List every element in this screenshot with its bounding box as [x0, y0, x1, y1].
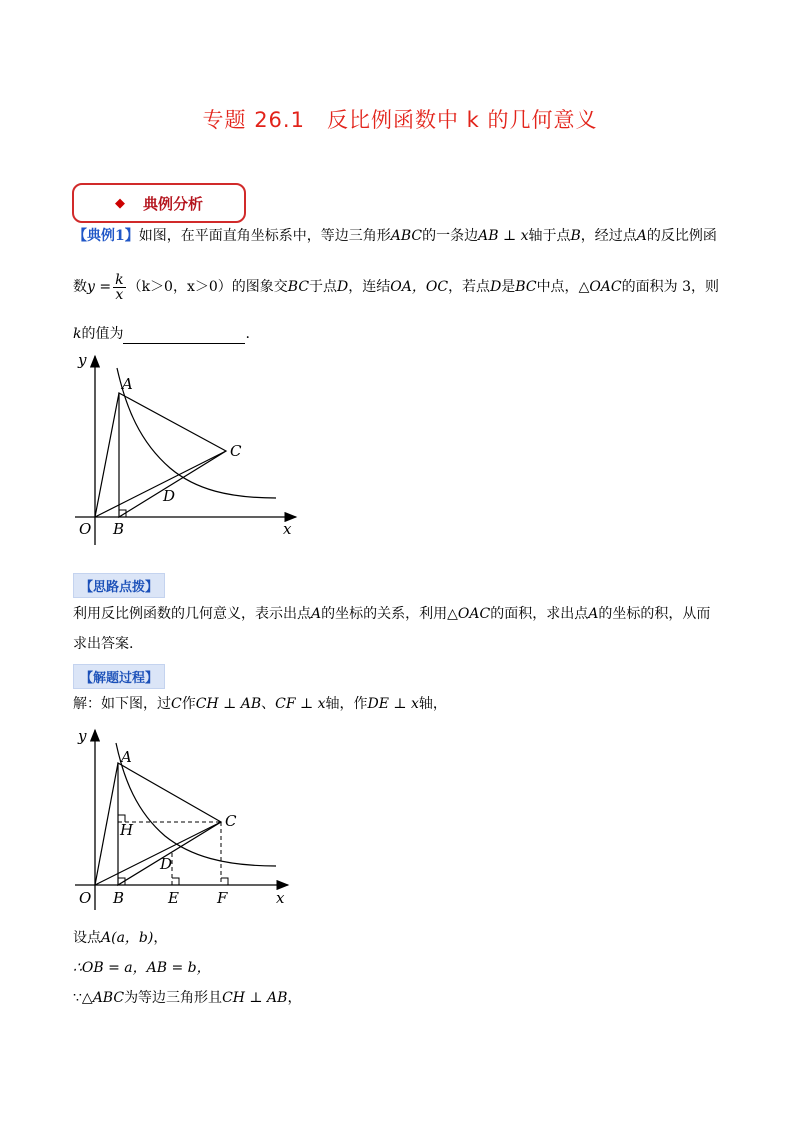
math: BC	[287, 279, 310, 295]
text: 的一条边	[422, 228, 479, 244]
answer-blank[interactable]	[123, 329, 245, 344]
label-a: A	[122, 375, 133, 393]
hint-line-2	[73, 634, 733, 654]
section-header	[72, 183, 246, 223]
text: 于点	[309, 279, 338, 295]
math: B	[570, 228, 581, 244]
math: y =	[87, 279, 112, 295]
label-d: D	[163, 487, 176, 505]
right-angle-mark-e	[172, 878, 179, 885]
problem-line-1	[73, 226, 733, 246]
math: CF ⊥ x	[275, 696, 326, 712]
math: k	[73, 326, 82, 342]
text: ，经过点	[580, 228, 637, 244]
hyperbola-curve	[117, 368, 276, 498]
text: 轴，	[418, 696, 447, 712]
label-e: E	[168, 889, 179, 907]
problem-line-2	[73, 270, 733, 304]
segment-oc	[95, 822, 221, 885]
math: ∴OB = a，AB = b，	[73, 960, 211, 976]
math: AB ⊥ x	[478, 228, 529, 244]
math: A	[311, 606, 322, 622]
text: 设点	[73, 930, 101, 946]
math: CH ⊥ AB	[195, 696, 262, 712]
text: .	[245, 326, 250, 342]
math: BC	[515, 279, 537, 295]
text: ∵	[73, 990, 82, 1006]
text: ，若点	[448, 279, 491, 295]
hint-heading	[73, 573, 165, 598]
text: 的坐标的关系，利用	[321, 606, 448, 622]
label-y: y	[78, 727, 87, 745]
math: A	[636, 228, 647, 244]
page-title: 专题 26.1 反比例函数中 k 的几何意义	[202, 108, 598, 132]
fraction	[113, 273, 125, 302]
text: ，	[153, 930, 168, 946]
solution-heading-text: 【解题过程】	[73, 664, 165, 689]
solution-heading	[73, 664, 165, 689]
text: 的值为	[81, 326, 124, 342]
label-b: B	[113, 520, 125, 538]
solution-step-2	[73, 958, 733, 978]
solution-step-1	[73, 928, 733, 948]
text: 、	[261, 696, 276, 712]
right-angle-mark-f	[221, 878, 228, 885]
math: C	[171, 696, 182, 712]
text: 作	[181, 696, 196, 712]
math: D	[490, 279, 502, 295]
text: 数	[73, 279, 87, 295]
math: A(a，b)	[101, 930, 154, 946]
text: 中点，	[536, 279, 579, 295]
label-x: x	[276, 889, 285, 907]
label-b: B	[113, 889, 125, 907]
text: 解：如下图，过	[73, 696, 171, 712]
figure-2	[70, 722, 300, 912]
label-d: D	[160, 855, 173, 873]
text: 的面积为 3，则	[621, 279, 719, 295]
math: ABC	[390, 228, 423, 244]
segment-oa	[95, 393, 119, 517]
text: ，连结	[348, 279, 391, 295]
label-x: x	[283, 520, 292, 538]
hyperbola-curve	[116, 743, 276, 866]
text: 轴于点	[528, 228, 571, 244]
label-c: C	[230, 442, 242, 460]
segment-oc	[95, 451, 226, 517]
text: （k＞0，x＞0）的图象交	[127, 279, 288, 295]
label-y: y	[78, 351, 87, 369]
math: △OAC	[578, 279, 622, 295]
label-a: A	[121, 748, 132, 766]
figure-1	[70, 345, 310, 550]
text: 利用反比例函数的几何意义，表示出点	[73, 606, 311, 622]
label-o: O	[79, 520, 92, 538]
label-f: F	[217, 889, 228, 907]
diamond-icon: ◆	[114, 195, 125, 211]
text: 是	[501, 279, 516, 295]
segment-oa	[95, 763, 118, 885]
solution-line-1	[73, 694, 733, 714]
example-tag: 【典例1】	[73, 228, 139, 244]
fraction-denominator: x	[115, 286, 124, 303]
text: 求出答案.	[73, 636, 134, 652]
math: △ABC	[81, 990, 125, 1006]
text: 为等边三角形且	[124, 990, 223, 1006]
text: 的坐标的积，从而	[598, 606, 711, 622]
math: CH ⊥ AB	[222, 990, 288, 1006]
math: A	[588, 606, 599, 622]
hint-line-1	[73, 604, 733, 624]
math: D	[337, 279, 349, 295]
solution-step-3	[73, 988, 733, 1008]
text: 的反比例函	[646, 228, 717, 244]
section-title: 典例分析	[142, 194, 203, 213]
label-h: H	[120, 821, 134, 839]
math: DE ⊥ x	[367, 696, 419, 712]
text: 如图，在平面直角坐标系中，等边三角形	[138, 228, 391, 244]
math: △OAC	[447, 606, 491, 622]
fraction-numerator: k	[115, 271, 124, 288]
problem-line-3	[73, 324, 733, 344]
hint-heading-text: 【思路点拨】	[73, 573, 165, 598]
label-c: C	[225, 812, 237, 830]
text: ，	[287, 990, 302, 1006]
text: 的面积，求出点	[490, 606, 589, 622]
math: OA，OC	[390, 279, 449, 295]
label-o: O	[79, 889, 92, 907]
text: 轴，作	[325, 696, 368, 712]
